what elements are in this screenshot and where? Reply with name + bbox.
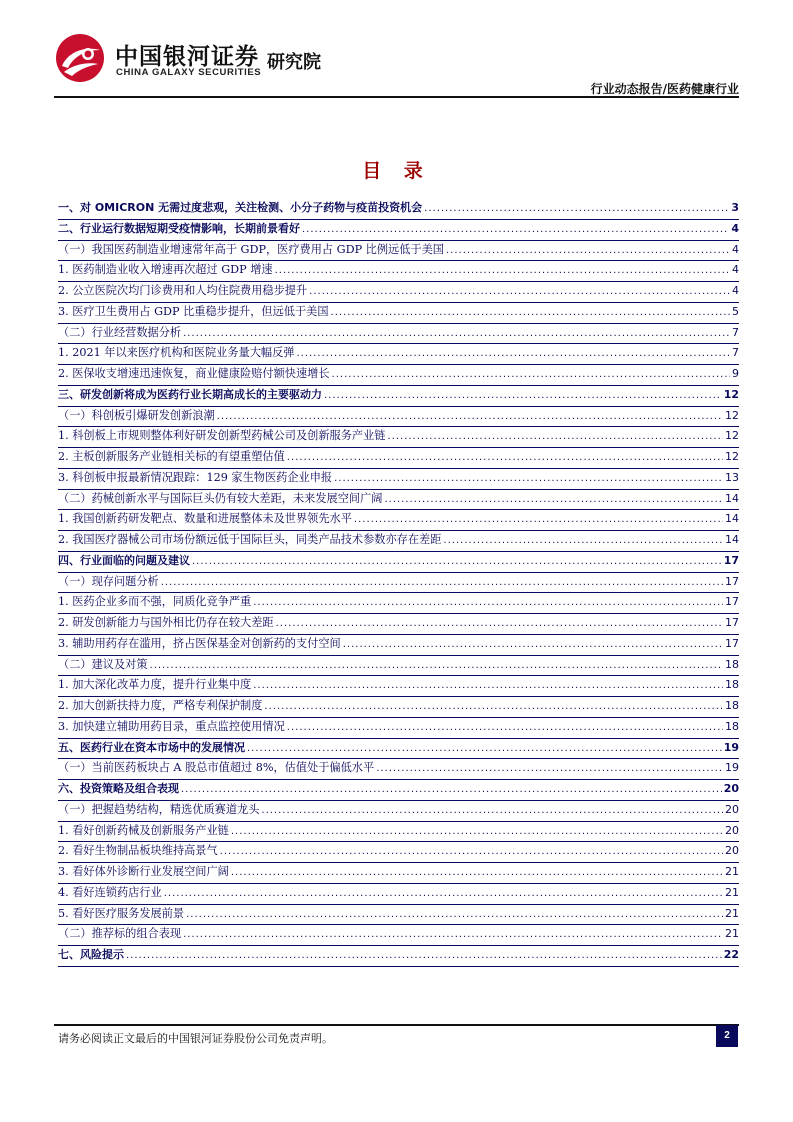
toc-dot-leader — [296, 348, 730, 359]
toc-entry-title: 2. 医保收支增速迅速恢复，商业健康险赔付额快速增长 — [58, 367, 330, 380]
toc-dot-leader — [247, 743, 722, 754]
toc-entry-page: 12 — [725, 450, 739, 463]
toc-dot-leader — [276, 618, 723, 629]
toc-entry-page: 14 — [725, 491, 739, 505]
toc-entry-page: 18 — [725, 719, 739, 733]
toc-entry-page: 20 — [725, 844, 739, 858]
toc-dot-leader — [376, 763, 723, 774]
toc-entry-page: 12 — [725, 408, 739, 422]
toc-entry[interactable] — [58, 282, 739, 303]
toc-entry[interactable] — [58, 324, 739, 345]
toc-entry[interactable] — [58, 510, 739, 531]
toc-entry-title: 1. 医药制造业收入增速再次超过 GDP 增速 — [58, 263, 273, 277]
toc-entry[interactable] — [58, 552, 739, 573]
toc-entry-page: 14 — [725, 512, 739, 526]
toc-entry[interactable] — [58, 490, 739, 511]
toc-entry-title: （二）建议及对策 — [58, 657, 148, 671]
toc-entry-title: 1. 2021 年以来医疗机构和医院业务量大幅反弹 — [58, 346, 295, 360]
toc-dot-leader — [253, 597, 723, 608]
toc-entry[interactable] — [58, 199, 739, 220]
toc-entry-page: 12 — [725, 429, 739, 443]
page-number: 2 — [716, 1025, 738, 1047]
toc-entry-title: 5. 看好医疗服务发展前景 — [58, 906, 185, 920]
galaxy-logo-icon — [54, 32, 106, 84]
toc-dot-leader — [183, 328, 730, 339]
toc-entry[interactable] — [58, 801, 739, 822]
toc-entry-title: 1. 我国创新药研发靶点、数量和进展整体未及世界领先水平 — [58, 512, 352, 526]
toc-entry[interactable] — [58, 469, 739, 490]
toc-dot-leader — [324, 390, 722, 401]
toc-entry-page: 17 — [725, 595, 739, 609]
toc-dot-leader — [164, 888, 723, 899]
toc-entry[interactable] — [58, 718, 739, 739]
toc-entry[interactable] — [58, 697, 739, 718]
toc-dot-leader — [309, 286, 730, 297]
report-type-label: 行业动态报告/医药健康行业 — [590, 82, 739, 96]
toc-entry-page: 21 — [725, 927, 739, 941]
toc-dot-leader — [231, 826, 723, 837]
toc-entry-page: 12 — [723, 387, 739, 401]
toc-dot-leader — [261, 805, 723, 816]
toc-entry-page: 7 — [732, 325, 739, 339]
toc-entry-page: 18 — [725, 678, 739, 692]
toc-entry-title: 3. 科创板申报最新情况跟踪：129 家生物医药企业申报 — [58, 470, 333, 484]
toc-entry-page: 17 — [725, 574, 739, 588]
toc-entry-title: 1. 医药企业多而不强，同质化竞争严重 — [58, 595, 252, 609]
toc-entry[interactable] — [58, 303, 739, 324]
toc-entry-page: 20 — [723, 782, 739, 795]
institute-label: 研究院 — [267, 52, 321, 73]
toc-entry-page: 21 — [725, 906, 739, 920]
toc-dot-leader — [446, 245, 730, 256]
toc-entry[interactable] — [58, 220, 739, 241]
toc-entry[interactable] — [58, 365, 739, 386]
toc-entry[interactable] — [58, 448, 739, 469]
toc-dot-leader — [150, 660, 723, 671]
toc-entry-page: 4 — [731, 221, 739, 235]
toc-entry-title: 2. 我国医疗器械公司市场份额远低于国际巨头，同类产品技术参数亦存在差距 — [58, 533, 442, 546]
toc-dot-leader — [161, 577, 723, 588]
toc-entry-title: 一、对 OMICRON 无需过度悲观，关注检测、小分子药物与疫苗投资机会 — [58, 201, 423, 214]
toc-dot-leader — [287, 452, 723, 463]
toc-entry[interactable] — [58, 842, 739, 863]
toc-dot-leader — [186, 909, 723, 920]
toc-entry[interactable] — [58, 407, 739, 428]
toc-entry-title: （一）科创板引爆研发创新浪潮 — [58, 408, 215, 422]
toc-entry-title: 1. 加大深化改革力度，提升行业集中度 — [58, 678, 252, 692]
toc-title: 目 录 — [362, 160, 431, 182]
toc-entry[interactable] — [58, 241, 739, 262]
toc-entry-page: 4 — [732, 263, 739, 277]
toc-dot-leader — [126, 950, 722, 961]
toc-entry[interactable] — [58, 676, 739, 697]
toc-dot-leader — [231, 867, 723, 878]
toc-dot-leader — [354, 514, 723, 525]
toc-entry-page: 9 — [732, 367, 739, 380]
toc-dot-leader — [217, 411, 723, 422]
toc-entry-title: 3. 医疗卫生费用占 GDP 比重稳步提升，但远低于美国 — [58, 304, 329, 318]
toc-entry-title: 1. 看好创新药械及创新服务产业链 — [58, 823, 229, 837]
toc-entry[interactable] — [58, 759, 739, 780]
toc-entry-page: 14 — [725, 533, 739, 546]
toc-entry-title: （二）行业经营数据分析 — [58, 325, 182, 339]
toc-entry-title: 六、投资策略及组合表现 — [58, 782, 179, 795]
toc-dot-leader — [275, 265, 730, 276]
toc-entry-title: 四、行业面临的问题及建议 — [58, 553, 190, 567]
brand-name-en: CHINA GALAXY SECURITIES — [116, 67, 262, 78]
toc-dot-leader — [287, 722, 723, 733]
toc-entry[interactable] — [58, 656, 739, 677]
toc-entry[interactable] — [58, 925, 739, 946]
header-divider — [54, 96, 739, 98]
toc-entry-title: 3. 辅助用药存在滥用，挤占医保基金对创新药的支付空间 — [58, 636, 341, 650]
toc-dot-leader — [264, 701, 723, 712]
toc-entry-title: （一）把握趋势结构，精选优质赛道龙头 — [58, 802, 260, 816]
toc-entry[interactable] — [58, 905, 739, 926]
toc-entry-title: 五、医药行业在资本市场中的发展情况 — [58, 740, 245, 754]
toc-entry-page: 19 — [725, 761, 739, 775]
toc-entry-page: 5 — [732, 304, 739, 318]
toc-dot-leader — [443, 535, 723, 546]
toc-entry-title: 二、行业运行数据短期受疫情影响，长期前景看好 — [58, 221, 300, 235]
toc-entry[interactable] — [58, 261, 739, 282]
toc-entry-page: 19 — [723, 740, 739, 754]
toc-entry-title: （一）我国医药制造业增速常年高于 GDP，医疗费用占 GDP 比例远低于美国 — [58, 242, 444, 256]
toc-entry-title: 七、风险提示 — [58, 948, 124, 961]
toc-entry-page: 7 — [732, 346, 739, 360]
toc-entry-title: 3. 看好体外诊断行业发展空间广阔 — [58, 865, 229, 878]
toc-dot-leader — [183, 929, 723, 940]
toc-entry[interactable] — [58, 427, 739, 448]
brand-name-cn: 中国银河证券 — [115, 44, 259, 70]
toc-entry[interactable] — [58, 344, 739, 365]
toc-entry-page: 18 — [725, 699, 739, 712]
toc-entry-title: 2. 研发创新能力与国外相比仍存在较大差距 — [58, 616, 274, 629]
toc-entry-title: 2. 看好生物制品板块维持高景气 — [58, 844, 218, 858]
toc-entry-page: 4 — [732, 242, 739, 256]
toc-dot-leader — [332, 369, 730, 380]
toc-dot-leader — [302, 224, 729, 235]
toc-dot-leader — [334, 473, 723, 484]
toc-entry-page: 13 — [725, 470, 739, 484]
toc-entry-title: （一）现存问题分析 — [58, 574, 159, 588]
toc-dot-leader — [220, 846, 723, 857]
toc-entry-page: 17 — [725, 636, 739, 650]
toc-entry-page: 20 — [725, 823, 739, 837]
toc-entry-title: （二）推荐标的组合表现 — [58, 927, 182, 941]
toc-entry[interactable] — [58, 822, 739, 843]
toc-entry[interactable] — [58, 386, 739, 407]
toc-dot-leader — [384, 494, 723, 505]
toc-entry-page: 17 — [723, 553, 739, 567]
disclaimer-text: 请务必阅读正文最后的中国银河证券股份公司免责声明。 — [58, 1032, 333, 1045]
toc-entry-page: 22 — [723, 948, 739, 961]
toc-entry[interactable] — [58, 884, 739, 905]
footer-divider — [54, 1024, 739, 1026]
toc-entry-title: 2. 主板创新服务产业链相关标的有望重塑估值 — [58, 450, 285, 463]
toc-entry-page: 21 — [725, 865, 739, 878]
toc-dot-leader — [181, 784, 722, 795]
toc-entry-title: 1. 科创板上市规则整体利好研发创新型药械公司及创新服务产业链 — [58, 429, 386, 443]
toc-dot-leader — [192, 556, 722, 567]
toc-entry-page: 20 — [725, 802, 739, 816]
company-logo — [54, 32, 106, 84]
toc-entry-title: 2. 公立医院次均门诊费用和人均住院费用稳步提升 — [58, 284, 308, 297]
toc-entry-page: 4 — [732, 284, 739, 297]
toc-entry-title: 2. 加大创新扶持力度，严格专利保护制度 — [58, 699, 263, 712]
toc-entry[interactable] — [58, 531, 739, 552]
toc-entry-title: （二）药械创新水平与国际巨头仍有较大差距，未来发展空间广阔 — [58, 491, 383, 505]
toc-entry-title: 3. 加快建立辅助用药目录，重点监控使用情况 — [58, 719, 285, 733]
toc-entry[interactable] — [58, 573, 739, 594]
toc-entry-title: 三、研发创新将成为医药行业长期高成长的主要驱动力 — [58, 387, 322, 401]
toc-entry[interactable] — [58, 635, 739, 656]
toc-entry[interactable] — [58, 739, 739, 760]
toc-entry-page: 3 — [731, 201, 739, 214]
toc-entry-page: 18 — [725, 657, 739, 671]
toc-entry-page: 21 — [725, 885, 739, 899]
toc-entry[interactable] — [58, 614, 739, 635]
toc-dot-leader — [387, 431, 723, 442]
table-of-contents — [58, 199, 739, 967]
toc-dot-leader — [343, 639, 723, 650]
toc-entry[interactable] — [58, 863, 739, 884]
toc-dot-leader — [424, 203, 729, 214]
toc-entry[interactable] — [58, 780, 739, 801]
toc-entry[interactable] — [58, 946, 739, 967]
toc-entry-page: 17 — [725, 616, 739, 629]
toc-entry-title: （一）当前医药板块占 A 股总市值超过 8%，估值处于偏低水平 — [58, 761, 375, 775]
toc-dot-leader — [331, 307, 730, 318]
toc-entry-title: 4. 看好连锁药店行业 — [58, 885, 162, 899]
toc-entry[interactable] — [58, 593, 739, 614]
toc-dot-leader — [253, 680, 723, 691]
